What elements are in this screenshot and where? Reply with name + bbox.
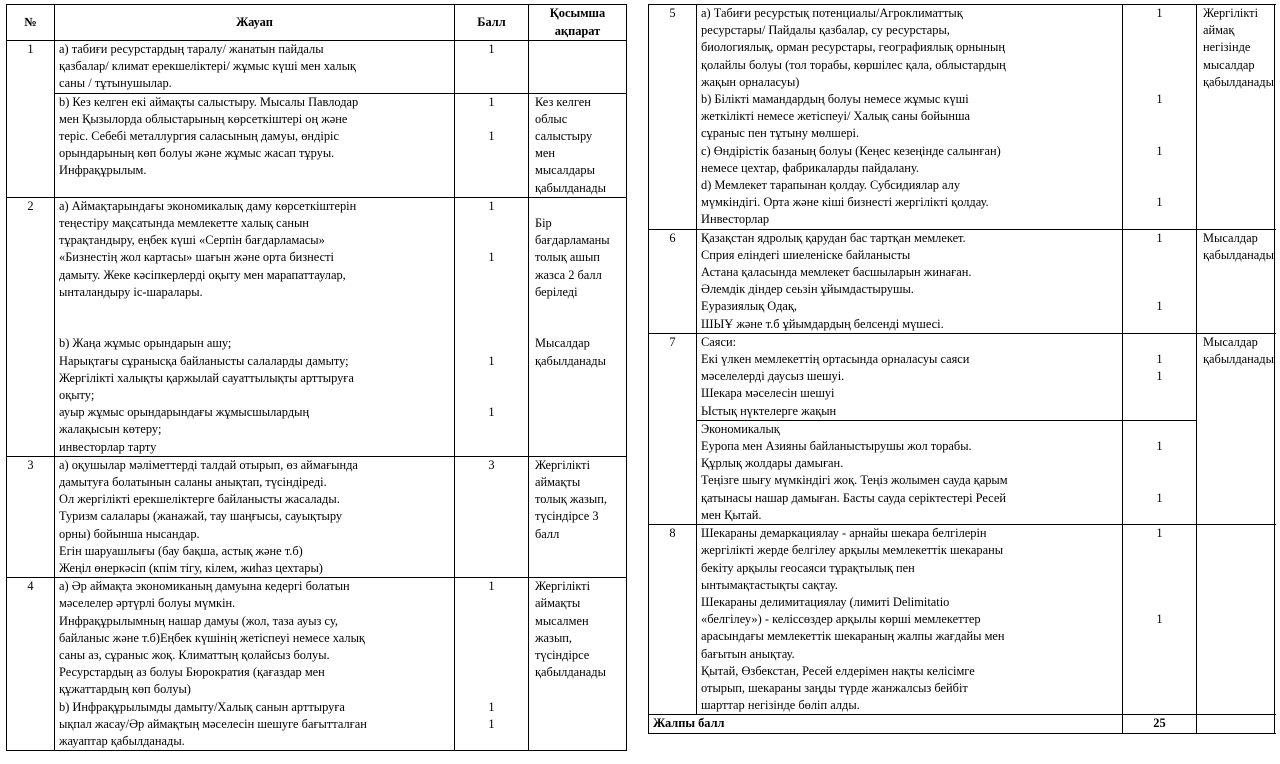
table-row (649, 333, 1275, 420)
points-cell: 1 1 1 (455, 578, 529, 751)
answer-cell: Шекараны демаркациялау - арнайы шекара белгілерін жергілікті жерде белгілеу арқылы мемлекеттік шекараны бекіту арқылы геосаяси тұрақтылық пен ынтымақтастықты сақтау. Шекараны делимитациялау (лимиті Delimitatio «белгілеу») - келіссөздер арқылы көрші мемлекеттер арасындағы мемлекеттік шекараның жалпы жағдайы мен бағытын анықтау. Қытай, Өзбекстан, Ресей елдерімен нақты келісімге отырып, шекараны заңды түрде жанжалсыз бейбіт шарттар негізінде бөліп алды. (697, 525, 1123, 715)
answer-cell: Қазақстан ядролық қарудан бас тартқан мемлекет. Сприя еліндегі шиеленіске байланысты Астана қаласында мемлекет басшыларын жинаған. Әлемдік діндер сеьзін ұйымдастырушы. Еуразиялық Одақ, ШЫҰ және т.б ұйымдардың белсенді мүшесі. (697, 229, 1123, 333)
total-value: 25 (1123, 715, 1197, 733)
extra-cell: Мысалдар қабылданады (1197, 229, 1275, 333)
answer-cell: b) Кез келген екі аймақты салыстыру. Мысалы Павлодар мен Қызылорда облыстарының көрсеткіштері оң және теріс. Себебі металлургия саласының дамуы, өндіріс орындарының көп болуы және жұмыс жасап тұруы. Инфрақұрылым. (55, 93, 455, 197)
answer-cell: Экономикалық Еуропа мен Азияны байланыстырушы жол торабы. Құрлық жолдары дамыған. Теңізге шығу мүмкіндігі жоқ. Теңіз жолымен сауда қарым қатынасы нашар дамыған. Басты сауда серіктестері Ресей мен Қытай. (697, 420, 1123, 524)
extra-cell (529, 41, 627, 94)
points-cell: 3 (455, 456, 529, 577)
rubric-table-right (648, 4, 1275, 734)
answer-cell: а) табиғи ресурстардың таралу/ жанатын пайдалы қазбалар/ климат ерекшеліктері/ жұмыс күші мен халық саны / тұтынушылар. (55, 41, 455, 94)
table-row (7, 456, 627, 577)
points-cell: 1 1 (455, 93, 529, 197)
total-row (649, 715, 1275, 733)
table-row (649, 229, 1275, 333)
extra-cell: Жергілікті аймақ негізінде мысалдар қабылданады (1197, 5, 1275, 230)
extra-cell: Мысалдар қабылданады (1197, 333, 1275, 524)
total-extra (1197, 715, 1275, 733)
table-row (7, 41, 627, 94)
table-row (649, 5, 1275, 230)
points-cell: 1 1 (1123, 333, 1197, 420)
rubric-table-left (6, 4, 627, 751)
answer-cell: а) оқушылар мәліметтерді талдай отырып, өз аймағында дамытуға болатынын саланы анықтап, түсіндіреді. Ол жергілікті ерекшеліктерге байланысты жасалады. Туризм салалары (жанажай, тау шаңғысы, сауықтыру орны) бойынша нысандар. Егін шаруашлығы (бау бақша, астық және т.б) Жеңіл өнеркәсіп (кпім тігу, кілем, жиһаз цехтары) (55, 456, 455, 577)
answer-cell: а) Табиғи ресурстық потенциалы/Агроклиматтық ресурстары/ Пайдалы қазбалар, су ресурстары, биологиялық, орман ресурстары, географиялық орнының қолайлы болуы (тол торабы, көршілес қала, облыстардың жақын орналасуы) b) Білікті мамандардың болуы немесе жұмыс күші жеткілікті немесе жетіспеуі/ Халық саны бойынша сұраныс пен тұтыну мөлшері. c) Өндірістік базаның болуы (Кеңес кезеңінде салынған) немесе цехтар, фабрикаларды пайдалану. d) Мемлекет тарапынан қолдау. Субсидиялар алу мүмкіндігі. Орта және кіші бизнесті жергілікті қолдау. Инвесторлар (697, 5, 1123, 230)
points-cell: 1 1 (1123, 229, 1197, 333)
answer-cell: а) Әр аймақта экономиканың дамуына кедергі болатын мәселелер әртүрлі болуы мүмкін. Инфрақұрылымның нашар дамуы (жол, таза ауыз су, байланыс және т.б)Еңбек күшінің жетіспеуі немесе халық саны аз, сұраныс жоқ. Климаттың қолайсыз болуы. Ресурстардың аз болуы Бюрократия (қағаздар мен құжаттардың көп болуы) b) Инфрақұрылымды дамыту/Халық санын арттыруға ықпал жасау/Әр аймақтың мәселесін шешуге бағытталған жауаптар қабылданады. (55, 578, 455, 751)
points-cell: 1 1 1 1 (455, 197, 529, 456)
answer-cell: а) Аймақтарындағы экономикалық даму көрсеткіштерін теңестіру мақсатында мемлекетте халық санын тұрақтандыру, еңбек күші «Серпін бағдарламасы» «Бизнестің жол картасы» шағын және орта бизнесті дамыту. Жеке кәсіпкерлерді оқыту мен марапаттаулар, ынталандыру іс-шаралары. b) Жаңа жұмыс орындарын ашу; Нарықтағы сұранысқа байланысты салаларды дамыту; Жергілікті халықты қаржылай сауаттылықты арттыруға оқыту; ауыр жұмыс орындарындағы жұмысшылардың жалақысын көтеру; инвесторлар тарту (55, 197, 455, 456)
header-extra: Қосымша ақпарат (529, 5, 627, 41)
question-number: 4 (7, 578, 55, 751)
table-row (649, 525, 1275, 715)
question-number: 6 (649, 229, 697, 333)
question-number: 1 (7, 41, 55, 198)
total-label: Жалпы балл (649, 715, 1123, 733)
header-points: Балл (455, 5, 529, 41)
question-number: 7 (649, 333, 697, 524)
table-row (7, 93, 627, 197)
points-cell: 1 (455, 41, 529, 94)
extra-cell: Бір бағдарламаны толық ашып жазса 2 балл беріледі Мысалдар қабылданады (529, 197, 627, 456)
extra-cell: Жергілікті аймақты толық жазып, түсіндірсе 3 балл (529, 456, 627, 577)
question-number: 8 (649, 525, 697, 715)
header-answer: Жауап (55, 5, 455, 41)
points-cell: 1 1 1 1 (1123, 5, 1197, 230)
extra-cell: Кез келген облыс салыстыру мен мысалдары қабылданады (529, 93, 627, 197)
points-cell: 1 1 (1123, 525, 1197, 715)
question-number: 3 (7, 456, 55, 577)
extra-cell (1197, 525, 1275, 715)
answer-cell: Саяси: Екі үлкен мемлекеттің ортасында орналасуы саяси мәселелерді даусыз шешуі. Шекара мәселесін шешуі Ыстық нүктелерге жақын (697, 333, 1123, 420)
question-number: 2 (7, 197, 55, 456)
table-header-row (7, 5, 627, 41)
table-row (649, 420, 1275, 524)
extra-cell: Жергілікті аймақты мысалмен жазып, түсіндірсе қабылданады (529, 578, 627, 751)
table-row (7, 197, 627, 456)
table-row (7, 578, 627, 751)
points-cell: 1 1 (1123, 420, 1197, 524)
header-num: № (7, 5, 55, 41)
question-number: 5 (649, 5, 697, 230)
